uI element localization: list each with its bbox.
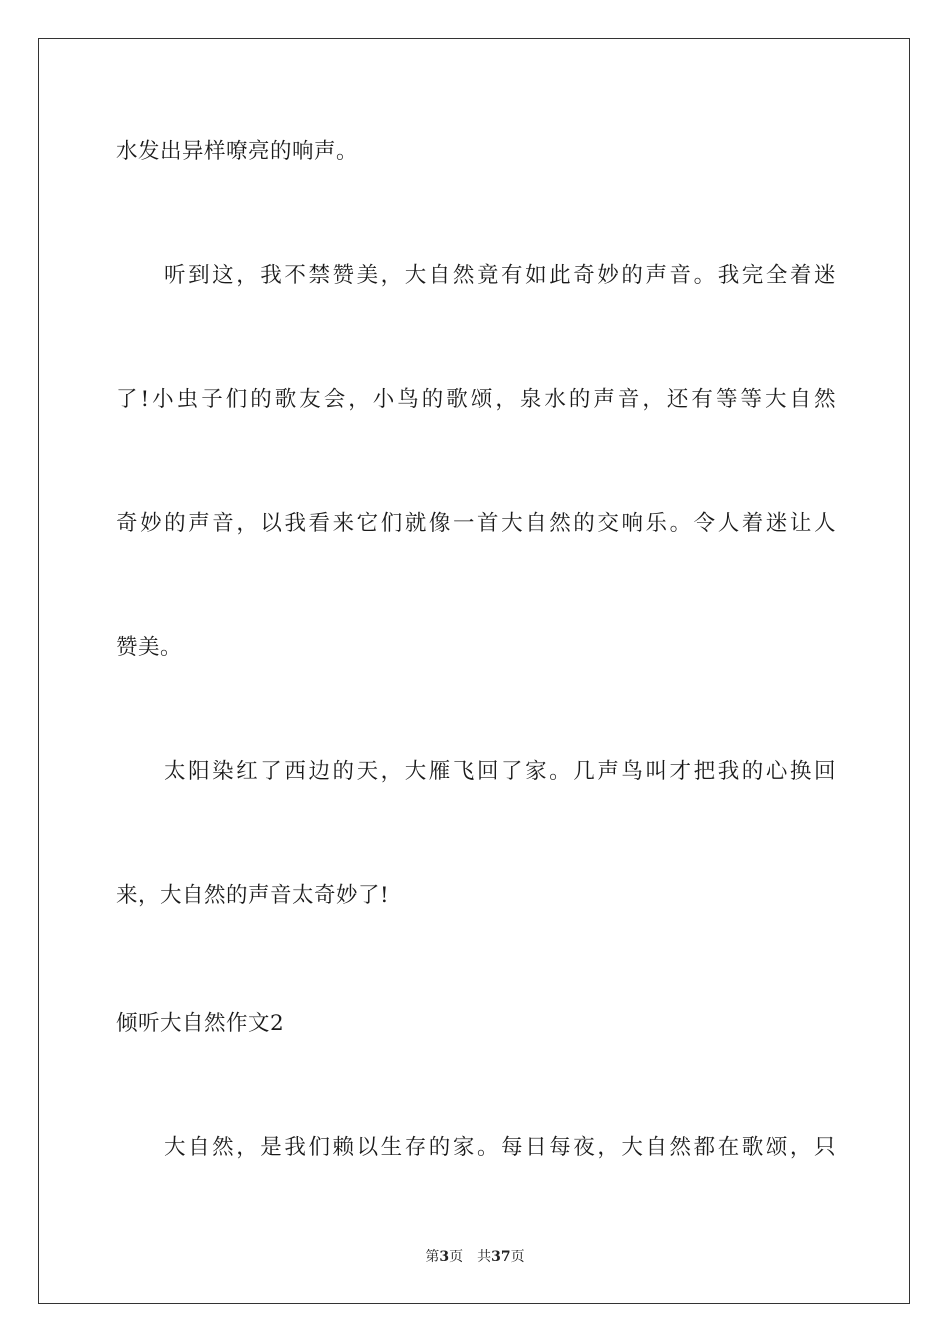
footer-total-prefix: 共 — [477, 1249, 492, 1265]
paragraph-line-2: 听到这，我不禁赞美，大自然竟有如此奇妙的声音。我完全着迷 — [164, 263, 836, 288]
paragraph-line-7: 来，大自然的声音太奇妙了! — [116, 883, 390, 908]
paragraph-line-1: 水发出异样嘹亮的响声。 — [116, 139, 359, 164]
paragraph-line-4: 奇妙的声音，以我看来它们就像一首大自然的交响乐。令人着迷让人 — [116, 511, 836, 536]
paragraph-line-9: 大自然，是我们赖以生存的家。每日每夜，大自然都在歌颂，只 — [164, 1135, 836, 1160]
page-footer — [0, 1248, 950, 1266]
footer-page-word: 页 — [449, 1249, 464, 1265]
paragraph-line-3: 了!小虫子们的歌友会，小鸟的歌颂，泉水的声音，还有等等大自然 — [116, 387, 836, 412]
paragraph-line-5: 赞美。 — [116, 635, 183, 660]
footer-prefix: 第 — [425, 1249, 440, 1265]
total-pages-number: 37 — [491, 1249, 511, 1265]
paragraph-line-6: 太阳染红了西边的天，大雁飞回了家。几声鸟叫才把我的心换回 — [164, 759, 836, 784]
page-border — [38, 38, 910, 1304]
footer-total-suffix: 页 — [510, 1249, 525, 1265]
section-heading: 倾听大自然作文2 — [116, 1011, 285, 1036]
current-page-number: 3 — [439, 1249, 450, 1265]
